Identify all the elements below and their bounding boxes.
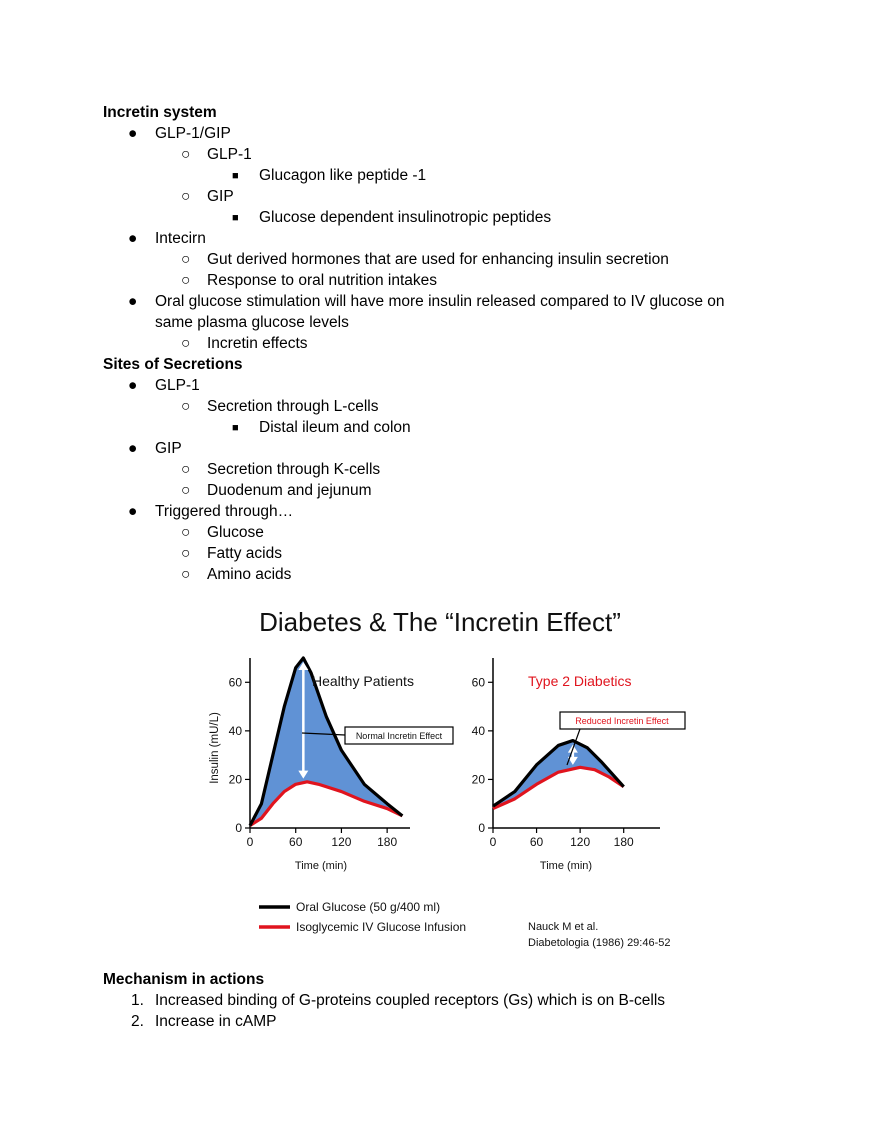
y-tick-label: 0 (235, 821, 242, 835)
bullet-circle: ○ (181, 146, 191, 163)
heading-mechanism-in-actions: Mechanism in actions (103, 971, 265, 988)
bullet-circle: ○ (181, 251, 191, 268)
bullet-disc: ● (128, 125, 138, 142)
list-item-continuation: same plasma glucose levels (155, 314, 349, 331)
legend-oral-label: Oral Glucose (50 g/400 ml) (296, 900, 441, 914)
series-line-iv (493, 767, 624, 808)
citation-author: Nauck M et al. (528, 921, 599, 933)
bullet-square: ■ (232, 422, 239, 434)
list-item: Duodenum and jejunum (207, 482, 372, 499)
list-item: GLP-1/GIP (155, 125, 231, 142)
list-item: Intecirn (155, 230, 206, 247)
heading-sites-of-secretions: Sites of Secretions (103, 356, 243, 373)
annotation-normal-text: Normal Incretin Effect (355, 731, 443, 741)
panel-title-healthy: Healthy Patients (312, 673, 414, 689)
bullet-circle: ○ (181, 272, 191, 289)
list-item: Distal ileum and colon (259, 419, 411, 436)
bullet-circle: ○ (181, 545, 191, 562)
figure-title: Diabetes & The “Incretin Effect” (259, 607, 621, 637)
bullet-circle: ○ (181, 335, 191, 352)
list-item: Triggered through… (155, 503, 294, 520)
x-tick-label: 0 (489, 835, 497, 849)
list-item: Secretion through K-cells (207, 461, 381, 478)
y-tick-label: 20 (471, 772, 485, 787)
list-item: Amino acids (207, 566, 292, 583)
citation-journal: Diabetologia (1986) 29:46-52 (528, 937, 671, 949)
x-tick-label: 60 (529, 835, 544, 849)
x-axis-label-right: Time (min) (539, 860, 593, 872)
y-tick-label: 60 (228, 675, 242, 690)
bullet-circle: ○ (181, 524, 191, 541)
list-item: Fatty acids (207, 545, 282, 562)
bullet-disc: ● (128, 230, 138, 247)
list-item: Glucose dependent insulinotropic peptides (259, 209, 552, 226)
list-item: GLP-1 (155, 377, 200, 394)
bullet-circle: ○ (181, 566, 191, 583)
list-item: Glucagon like peptide -1 (259, 167, 427, 184)
list-number: 2. (131, 1013, 144, 1030)
x-tick-label: 120 (570, 835, 591, 849)
x-tick-label: 120 (331, 835, 352, 849)
list-item: Response to oral nutrition intakes (207, 272, 438, 289)
x-tick-label: 0 (246, 835, 254, 849)
y-tick-label: 40 (471, 723, 485, 738)
list-item: Gut derived hormones that are used for enhancing insulin secretion (207, 251, 669, 268)
bullet-disc: ● (128, 503, 138, 520)
annotation-reduced-text: Reduced Incretin Effect (575, 716, 669, 726)
bullet-circle: ○ (181, 482, 191, 499)
x-tick-label: 60 (289, 835, 303, 849)
list-item: Glucose (207, 524, 264, 541)
list-item: Increase in cAMP (155, 1013, 277, 1030)
y-tick-label: 60 (471, 675, 485, 690)
incretin-effect-figure (195, 600, 695, 960)
bullet-disc: ● (128, 440, 138, 457)
list-item: Secretion through L-cells (207, 398, 379, 415)
y-tick-label: 40 (228, 723, 242, 738)
y-axis-label: Insulin (mU/L) (209, 712, 221, 784)
x-axis-label-left: Time (min) (294, 860, 348, 872)
bullet-circle: ○ (181, 398, 191, 415)
list-item: GIP (155, 440, 182, 457)
list-item: GLP-1 (207, 146, 252, 163)
bullet-square: ■ (232, 212, 239, 224)
panel-title-type2: Type 2 Diabetics (528, 673, 632, 689)
list-item: Incretin effects (207, 335, 308, 352)
bullet-square: ■ (232, 170, 239, 182)
heading-incretin-system: Incretin system (103, 104, 217, 121)
bullet-circle: ○ (181, 188, 191, 205)
y-tick-label: 20 (228, 772, 242, 787)
bullet-disc: ● (128, 293, 138, 310)
bullet-circle: ○ (181, 461, 191, 478)
x-tick-label: 180 (377, 835, 398, 849)
legend-iv-label: Isoglycemic IV Glucose Infusion (296, 920, 467, 934)
bullet-disc: ● (128, 377, 138, 394)
y-tick-label: 0 (478, 821, 485, 835)
x-tick-label: 180 (613, 835, 634, 849)
list-number: 1. (131, 992, 144, 1009)
list-item: Oral glucose stimulation will have more insulin released compared to IV glucose on (155, 293, 725, 310)
list-item: GIP (207, 188, 234, 205)
list-item: Increased binding of G-proteins coupled receptors (Gs) which is on B-cells (155, 992, 666, 1009)
